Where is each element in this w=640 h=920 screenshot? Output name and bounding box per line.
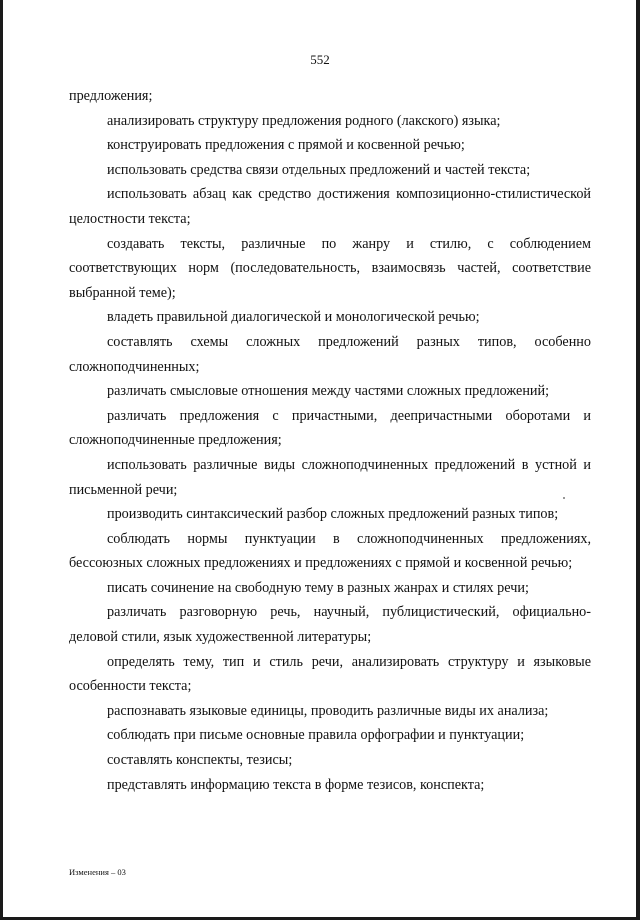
paragraph: определять тему, тип и стиль речи, анализировать структуру и языковые особенности текста;: [69, 653, 591, 695]
scan-edge-left: [0, 0, 3, 920]
paragraph: различать разговорную речь, научный, публицистический, официально-деловой стили, язык художественной литературы;: [69, 604, 591, 646]
paragraph: различать предложения с причастными, деепричастными оборотами и сложноподчиненные предложения;: [69, 407, 591, 449]
document-body: [69, 84, 591, 797]
paragraph: распознавать языковые единицы, проводить различные виды их анализа;: [107, 702, 549, 719]
footer-revision-note: Изменения – 03: [69, 867, 126, 877]
paragraph: составлять конспекты, тезисы;: [107, 752, 293, 769]
page-number: 552: [310, 52, 330, 67]
paragraph: использовать различные виды сложноподчиненных предложений в устной и письменной речи;: [69, 456, 591, 498]
paragraph: писать сочинение на свободную тему в разных жанрах и стилях речи;: [107, 579, 529, 596]
paragraph: владеть правильной диалогической и монологической речью;: [107, 309, 480, 326]
scan-speck: [563, 497, 565, 499]
paragraph: соблюдать при письме основные правила орфографии и пунктуации;: [107, 727, 525, 744]
paragraph: конструировать предложения с прямой и косвенной речью;: [107, 137, 465, 154]
paragraph: различать смысловые отношения между частями сложных предложений;: [107, 383, 550, 400]
paragraph: предложения;: [69, 88, 153, 104]
paragraph: использовать средства связи отдельных предложений и частей текста;: [107, 161, 531, 178]
paragraph: соблюдать нормы пунктуации в сложноподчиненных предложениях, бессоюзных сложных предложениях и предложениях с прямой и косвенной речью;: [69, 530, 591, 572]
paragraph: составлять схемы сложных предложений разных типов, особенно сложноподчиненных;: [69, 333, 591, 375]
scan-edge-right: [636, 0, 640, 920]
paragraph: использовать абзац как средство достижения композиционно-стилистической целостности текста;: [69, 186, 591, 227]
paragraph: представлять информацию текста в форме тезисов, конспекта;: [107, 776, 485, 793]
paragraph: производить синтаксический разбор сложных предложений разных типов;: [107, 506, 559, 523]
paragraph: создавать тексты, различные по жанру и стилю, с соблюдением соответствующих норм (последовательность, взаимосвязь частей, соответствие выбранной теме);: [69, 235, 591, 301]
paragraph: анализировать структуру предложения родного (лакского) языка;: [107, 112, 501, 129]
